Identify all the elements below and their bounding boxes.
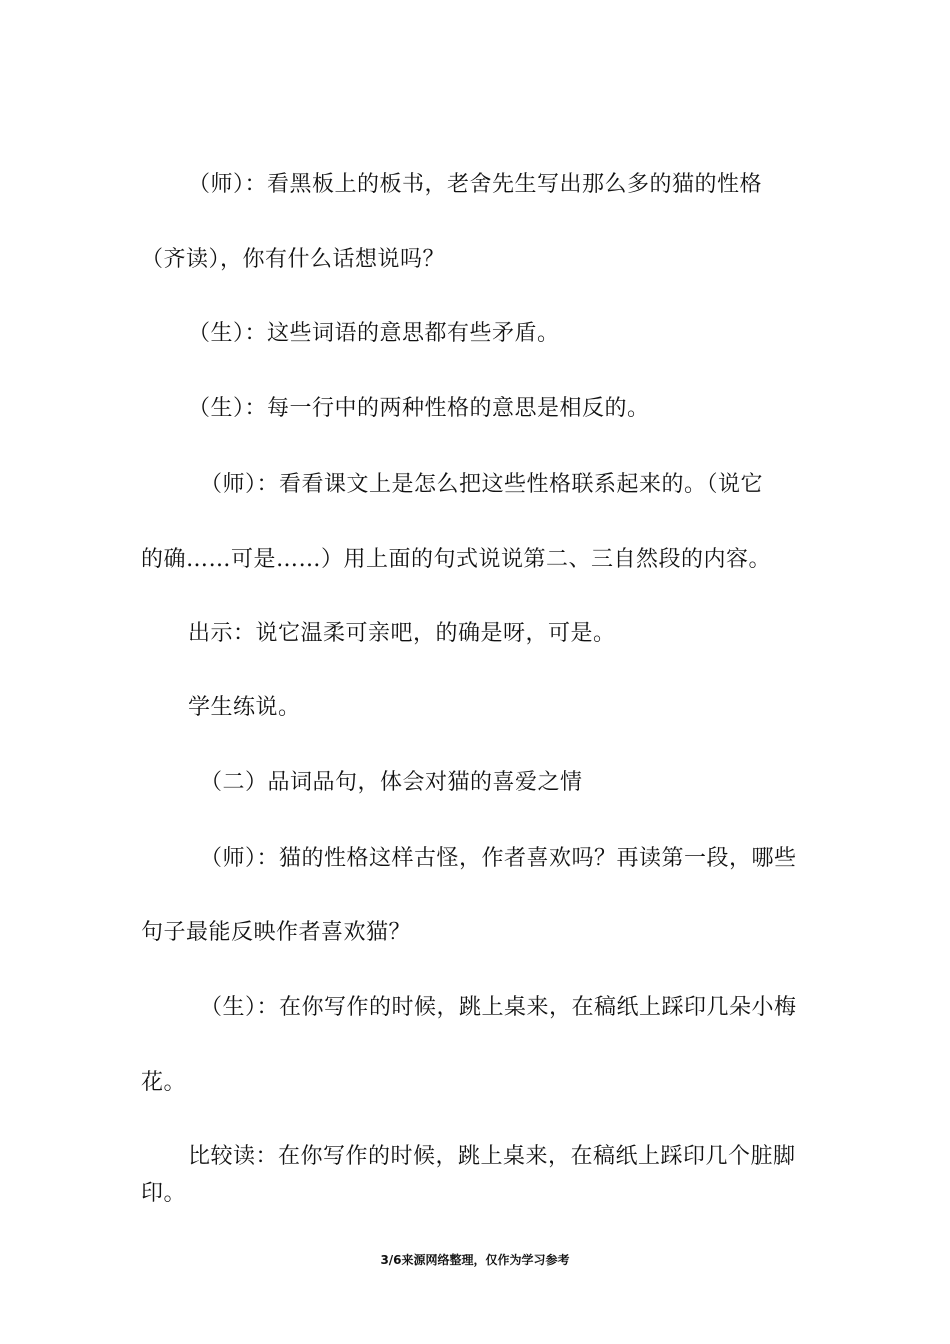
paragraph-line: 比较读：在你写作的时候，跳上桌来，在稿纸上踩印几个脏脚 — [188, 1144, 796, 1169]
paragraph-line: 印。 — [141, 1181, 187, 1206]
paragraph-line: （师）：猫的性格这样古怪，作者喜欢吗？再读第一段，哪些 — [200, 846, 797, 871]
paragraph-line: 花。 — [141, 1070, 187, 1095]
paragraph-line: 学生练说。 — [188, 695, 301, 720]
paragraph-line: （师）：看黑板上的板书，老舍先生写出那么多的猫的性格 — [188, 172, 763, 197]
paragraph-line: （齐读），你有什么话想说吗？ — [141, 247, 446, 272]
paragraph-line: （生）：这些词语的意思都有些矛盾。 — [188, 321, 560, 346]
paragraph-line: （生）：每一行中的两种性格的意思是相反的。 — [188, 396, 650, 421]
section-heading: （二）品词品句，体会对猫的喜爱之情 — [200, 770, 583, 795]
paragraph-line: 的确……可是……）用上面的句式说说第二、三自然段的内容。 — [141, 547, 772, 572]
paragraph-line: 出示：说它温柔可亲吧，的确是呀，可是。 — [188, 621, 616, 646]
page-footer: 3/6来源网络整理，仅作为学习参考 — [380, 1253, 570, 1267]
paragraph-line: （师）：看看课文上是怎么把这些性格联系起来的。（说它 — [200, 472, 764, 497]
paragraph-line: 句子最能反映作者喜欢猫？ — [141, 920, 412, 945]
paragraph-line: （生）：在你写作的时候，跳上桌来，在稿纸上踩印几朵小梅 — [200, 995, 797, 1020]
